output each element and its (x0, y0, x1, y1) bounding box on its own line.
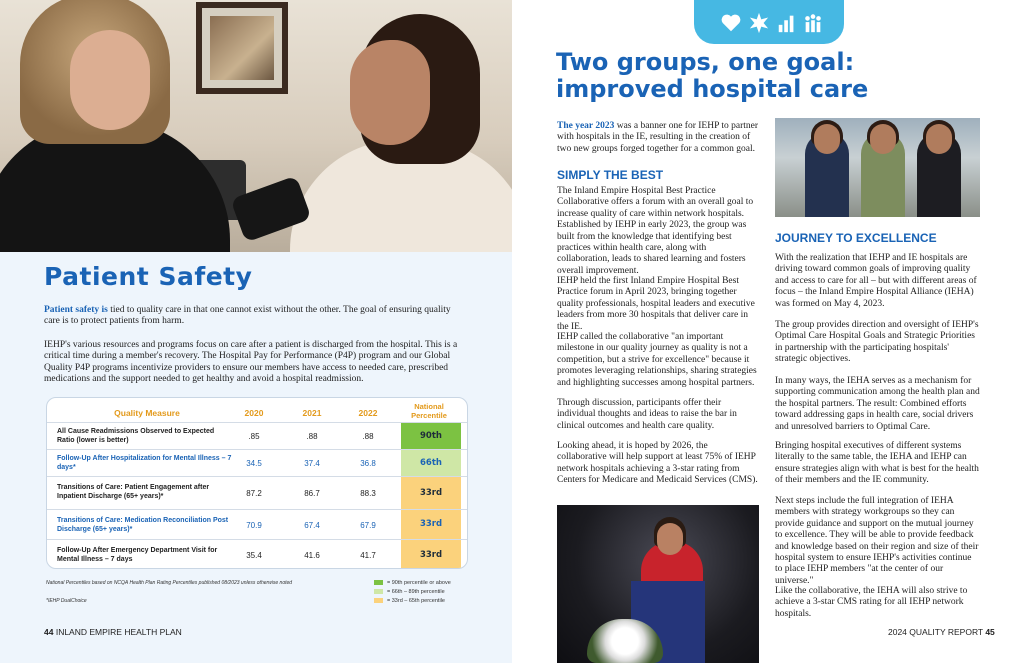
patient-safety-title: Patient Safety (44, 262, 253, 291)
legend-swatch (374, 580, 383, 585)
wall-picture-frame (196, 2, 288, 94)
paragraph: The group provides direction and oversight of IEHP's Optimal Care Hospital Goals and Strategic Priorities in partnership with the participating hospitals' strategic objectives. (775, 320, 979, 365)
starburst-icon (748, 12, 770, 34)
percentile-cell: 90th (401, 423, 461, 449)
paragraph: In many ways, the IEHA serves as a mechanism for supporting communication among the health plan and the hospital partners. The result: Combined efforts toward addressing gaps in health care, social drivers and unresolved barriers to Optimal Care. (775, 376, 980, 432)
paragraph: Through discussion, participants offer their individual thoughts and ideas to raise the bar in clinical outcomes and health care quality. (557, 398, 737, 431)
people-group-icon (802, 12, 824, 34)
speaker-at-podium-photo (557, 505, 759, 663)
paragraph: IEHP called the collaborative "an important milestone in our quality journey as quality is not a competition, but a strive for excellence" because it promotes leveraging relationships, sharing strategies and highlighting successes among hospital partners. (557, 332, 757, 388)
three-women-heart-hands-photo (775, 118, 980, 217)
col-national-percentile: National Percentile (411, 402, 447, 420)
legend-item: = 33rd – 65th percentile (374, 596, 474, 605)
section-icon-tab (694, 0, 844, 44)
paragraph: IEHP held the first Inland Empire Hospital Best Practice forum in April 2023, bringing together quality professionals, hospital leaders and executive leaders from more 30 hospitals that deliver care in the IE. (557, 276, 755, 332)
legend-item: = 66th – 89th percentile (374, 587, 474, 596)
legend-item: = 90th percentile or above (374, 578, 474, 587)
col-quality-measure: Quality Measure (114, 408, 180, 418)
table-header (47, 398, 467, 422)
table-row: Follow-Up After Hospitalization for Mental Illness – 7 days* 34.5 37.4 36.8 66th (47, 449, 467, 476)
paragraph: Next steps include the full integration of IEHA members with strategy workgroups so they can provide guidance and support on the mutual journey to excellence. They will be able to provide feedback and knowledge based on their region and size of their hospital system to ensure IEHP's activities continue to place IEHP members "at the center of our universe." (775, 496, 979, 586)
page-title: Two groups, one goal: improved hospital care (556, 48, 869, 103)
paragraph: Bringing hospital executives of different systems literally to the same table, the IEHA and IEHP can ensure strategies align with what is best for the health of their members and the IE community. (775, 441, 979, 486)
paragraph: Like the collaborative, the IEHA will also strive to achieve a 3-star CMS rating for all IEHP network hospitals. (775, 586, 968, 619)
dualchoice-footnote: *IEHP DualChoice (46, 598, 87, 604)
heart-icon (720, 12, 742, 34)
paragraph: Looking ahead, it is hoped by 2026, the collaborative will help support at least 75% of IEHP network hospitals achieving a 3-star rating from Centers for Medicare and Medicaid Services (CMS). (557, 441, 758, 486)
percentile-cell: 33rd (401, 477, 461, 509)
intro-paragraph: The year 2023 was a banner one for IEHP to partner with hospitals in the IE, resulting in the creation of two new groups forged together for a common goal. (557, 121, 759, 154)
paragraph: With the realization that IEHP and IE hospitals are driving toward common goals of improving quality and access to care for all – but with different areas of focus – the Inland Empire Hospital Alliance (IEHA) was formed on May 4, 2023. (775, 253, 977, 309)
table-row: Transitions of Care: Patient Engagement after Inpatient Discharge (65+ years)* 87.2 86.7 88.3 33rd (47, 476, 467, 509)
table-row: Transitions of Care: Medication Reconciliation Post Discharge (65+ years)* 70.9 67.4 67.9 33rd (47, 509, 467, 539)
col-2021: 2021 (302, 408, 322, 418)
right-page (512, 0, 1024, 663)
percentile-cell: 66th (401, 450, 461, 476)
left-page-footer: 44 INLAND EMPIRE HEALTH PLAN (44, 627, 182, 637)
legend-swatch (374, 598, 383, 603)
table-row: All Cause Readmissions Observed to Expected Ratio (lower is better) .85 .88 .88 90th (47, 422, 467, 449)
bar-chart-icon (776, 12, 798, 34)
legend-swatch (374, 589, 383, 594)
quality-measure-table (46, 397, 468, 569)
patient-blood-pressure-photo (0, 0, 512, 252)
patient-safety-programs: IEHP's various resources and programs focus on care after a patient is discharged from the hospital. This is a critical time during a member's recovery. The Hospital Pay for Performance (P4P) program and our Global Quality P4P programs incentivize providers to ensure our members have access to needed care, prescribed medications and the support needed to get healthy and avoid a hospital readmission. (44, 340, 458, 385)
percentile-cell: 33rd (401, 540, 461, 569)
percentile-legend (374, 578, 474, 605)
table-row: Follow-Up After Emergency Department Visit for Mental Illness – 7 days 35.4 41.6 41.7 33rd (47, 539, 467, 569)
percentile-cell: 33rd (401, 510, 461, 539)
subheading-simply-the-best: SIMPLY THE BEST (557, 168, 664, 182)
paragraph: The Inland Empire Hospital Best Practice Collaborative offers a forum with an overall goal to increase quality of care within network hospitals. Established by IEHP in early 2023, the group was built from the knowledge that identifying best practices within health care, along with collaboration, leads to shared learning and fosters overall improvement. (557, 186, 754, 276)
subheading-journey-to-excellence: JOURNEY TO EXCELLENCE (775, 231, 937, 245)
patient-safety-intro: Patient safety is tied to quality care in that one cannot exist without the other. The goal of ensuring quality care is to protect patients from harm. (44, 305, 451, 327)
percentile-footnote: National Percentiles based on NCQA Health Plan Rating Percentiles published 08/2023 unless otherwise noted (46, 580, 293, 586)
right-page-footer: 2024 QUALITY REPORT 45 (888, 627, 995, 637)
col-2022: 2022 (358, 408, 378, 418)
col-2020: 2020 (244, 408, 264, 418)
